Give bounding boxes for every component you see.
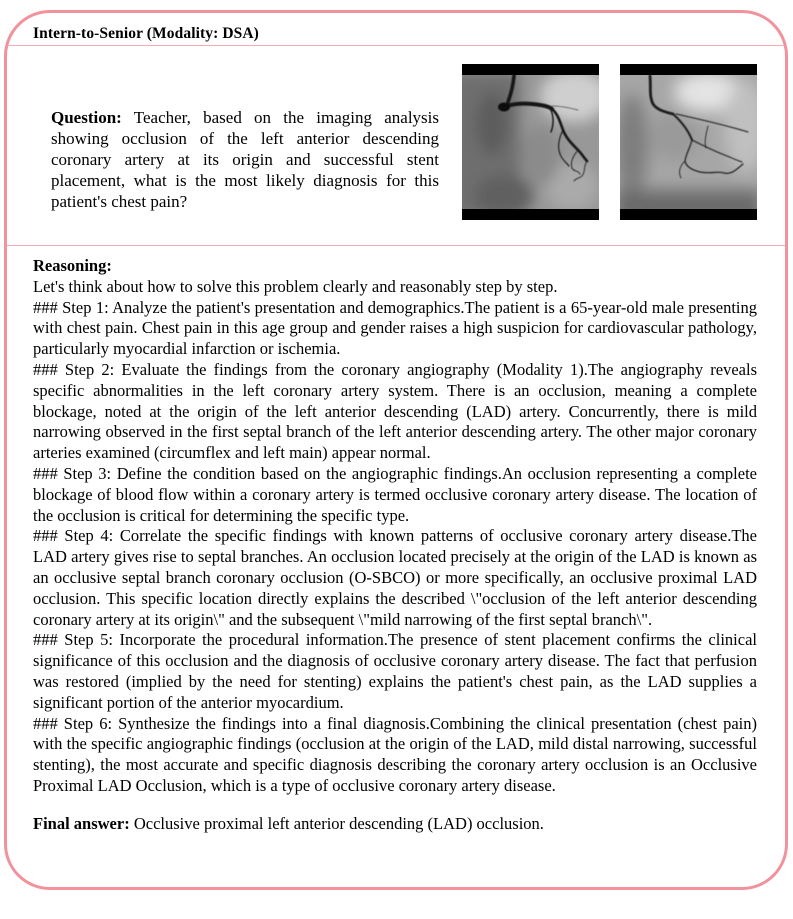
case-card — [4, 10, 788, 890]
reasoning-intro: Let's think about how to solve this problem clearly and reasonably step by step. — [33, 276, 558, 296]
final-answer — [33, 814, 757, 835]
reasoning-step-1: ### Step 1: Analyze the patient's presentation and demographics.The patient is a 65-year-old male presenting with chest pain. Chest pain in this age group and gender raises a high suspicion for cardiovascular pathology, particularly myocardial infarction or ischemia. — [33, 297, 757, 359]
reasoning-step-3: ### Step 3: Define the condition based on the angiographic findings.An occlusion representing a complete blockage of blood flow within a coronary artery is termed occlusive coronary artery disease. The location of the occlusion is critical for determining the specific type. — [33, 463, 757, 525]
dsa-angiogram-left-image — [462, 64, 599, 220]
question-body: Teacher, based on the imaging analysis showing occlusion of the left anterior descending coronary artery at its origin and successful stent placement, what is the most likely diagnosis for this patient's chest pain? — [51, 108, 439, 211]
reasoning-label: Reasoning: — [33, 256, 112, 275]
final-answer-label: Final answer: — [33, 813, 130, 833]
reasoning-step-2: ### Step 2: Evaluate the findings from the coronary angiography (Modality 1).The angiography reveals specific abnormalities in the left coronary artery system. There is an occlusion, meaning a complete blockage, noted at the origin of the left anterior descending (LAD) artery. Concurrently, there is mild narrowing observed in the first septal branch of the left anterior descending artery. The other major coronary arteries examined (circumflex and left main) appear normal. — [33, 359, 757, 463]
reasoning-section — [7, 246, 785, 835]
question-label: Question: — [51, 108, 122, 127]
angiogram-images — [462, 64, 757, 220]
card-header — [7, 13, 785, 45]
question-section — [7, 46, 785, 245]
case-title: Intern-to-Senior (Modality: DSA) — [33, 25, 259, 42]
dsa-angiogram-right-image — [620, 64, 757, 220]
reasoning-step-4: ### Step 4: Correlate the specific findings with known patterns of occlusive coronary artery disease.The LAD artery gives rise to septal branches. An occlusion located precisely at the origin of the LAD is known as an occlusive septal branch coronary occlusion (O-SBCO) or more specifically, an occlusive proximal LAD occlusion. This specific location directly explains the described \"occlusion of the left anterior descending coronary artery at its origin\" and the subsequent \"mild narrowing of the first septal branch\". — [33, 526, 757, 629]
reasoning-step-6: ### Step 6: Synthesize the findings into a final diagnosis.Combining the clinical presentation (chest pain) with the specific angiographic findings (occlusion at the origin of the LAD, mild distal narrowing, successful stenting), the most accurate and specific diagnosis describing the coronary artery occlusion is an Occlusive Proximal LAD Occlusion, which is a type of occlusive coronary artery disease. — [33, 713, 757, 795]
reasoning-step-5: ### Step 5: Incorporate the procedural information.The presence of stent placement confirms the clinical significance of this occlusion and the diagnosis of occlusive coronary artery disease. The fact that perfusion was restored (implied by the need for stenting) explains the patient's chest pain, as the LAD supplies a significant portion of the anterior myocardium. — [33, 630, 757, 712]
question-text — [51, 107, 439, 212]
final-answer-text: Occlusive proximal left anterior descending (LAD) occlusion. — [133, 813, 544, 833]
